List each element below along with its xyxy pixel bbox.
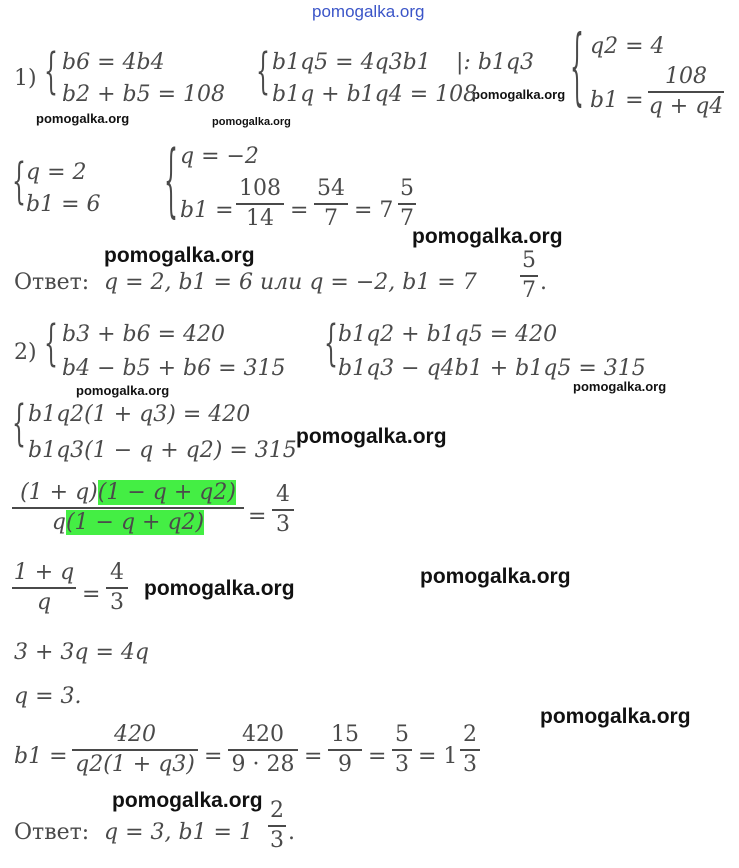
- fraction-numerator: 108: [665, 64, 707, 89]
- equals-sign: =: [82, 582, 101, 607]
- fraction-denominator: 9: [338, 751, 352, 777]
- equation-line: q2 = 4: [590, 34, 665, 59]
- fraction-denominator: 3: [110, 589, 124, 615]
- system-brace: {: [44, 45, 58, 101]
- fraction: [398, 178, 416, 230]
- fraction-numerator: 5: [400, 176, 414, 201]
- fraction-bar: [272, 509, 294, 511]
- fraction: [72, 724, 198, 776]
- fraction-bar: [106, 587, 128, 589]
- fraction-numerator: 2: [270, 798, 284, 823]
- fraction: [460, 724, 480, 776]
- system-brace: {: [44, 317, 58, 373]
- equation-line: b1q2(1 + q3) = 420: [28, 402, 251, 427]
- fraction-numerator: [20, 480, 236, 505]
- fraction-numerator: 4: [110, 560, 124, 585]
- equation-line: b6 = 4b4: [62, 50, 165, 75]
- answer-text: q = 2, b1 = 6 или q = −2, b1 = 7: [104, 270, 477, 295]
- system-brace: {: [324, 317, 338, 373]
- fraction-denominator: 3: [270, 827, 284, 853]
- highlighted-factor: (1 − q + q2): [65, 509, 205, 535]
- answer-text: q = 3, b1 = 1: [104, 820, 253, 845]
- fraction-bar: [392, 749, 412, 751]
- fraction-bar: [460, 749, 480, 751]
- answer-period: .: [540, 270, 547, 295]
- equation-line: q = 3.: [14, 684, 82, 709]
- fraction-denominator: 14: [246, 205, 274, 231]
- mixed-number-whole: = 1: [418, 744, 458, 769]
- equation-line: b1 =: [14, 744, 68, 769]
- fraction-numerator: 2: [463, 722, 477, 747]
- fraction-denominator: 3: [276, 511, 290, 537]
- equation-line: 3 + 3q = 4q: [14, 640, 149, 665]
- fraction-numerator: 108: [239, 176, 281, 201]
- equation-line: b1q3 − q4b1 + b1q5 = 315: [338, 356, 646, 381]
- fraction-bar: [268, 825, 286, 827]
- fraction-denominator: 7: [400, 205, 414, 231]
- equals-sign: =: [290, 198, 309, 223]
- fraction-bar: [314, 203, 348, 205]
- fraction-numerator: 5: [522, 248, 536, 273]
- system-brace: {: [256, 45, 270, 101]
- fraction-bar: [398, 203, 416, 205]
- fraction-denominator: 3: [463, 751, 477, 777]
- fraction: [12, 482, 244, 534]
- system-brace: {: [164, 138, 178, 229]
- fraction-denominator: q + q4: [648, 93, 724, 119]
- fraction: [272, 484, 294, 536]
- fraction: [236, 178, 284, 230]
- fraction: [648, 66, 724, 118]
- equation-line: b1 = 6: [26, 192, 101, 217]
- fraction-numerator: 4: [276, 482, 290, 507]
- watermark-top: pomogalka.org: [312, 2, 425, 21]
- fraction-numerator: 15: [331, 722, 359, 747]
- fraction-denominator: 9 · 28: [231, 751, 295, 777]
- denominator-part: q: [51, 509, 66, 535]
- watermark-large: pomogalka.org: [112, 789, 263, 812]
- equals-sign: =: [248, 504, 267, 529]
- equation-line: b1 =: [590, 88, 644, 113]
- fraction-denominator: q: [36, 589, 52, 615]
- fraction-denominator: [52, 510, 204, 535]
- fraction-numerator: 420: [114, 722, 156, 747]
- equation-line: b1 =: [180, 198, 234, 223]
- system-brace: {: [12, 397, 26, 453]
- fraction: [392, 724, 412, 776]
- fraction: [520, 250, 538, 302]
- fraction-numerator: 5: [395, 722, 409, 747]
- part1-label: 1): [14, 66, 37, 91]
- equals-sign: =: [204, 744, 223, 769]
- numerator-part: (1 + q): [20, 480, 98, 505]
- equals-sign: =: [368, 744, 387, 769]
- fraction-denominator: 3: [395, 751, 409, 777]
- mixed-number-whole: = 7: [354, 198, 394, 223]
- watermark-small: pomogalka.org: [212, 116, 291, 128]
- fraction-numerator: 420: [242, 722, 284, 747]
- fraction-numerator: 54: [317, 176, 345, 201]
- watermark-small: pomogalka.org: [472, 87, 566, 102]
- answer-label: Ответ:: [14, 820, 90, 845]
- equals-sign: =: [304, 744, 323, 769]
- watermark-large: pomogalka.org: [412, 225, 563, 248]
- watermark-large: pomogalka.org: [540, 705, 691, 728]
- system-brace: {: [570, 22, 584, 118]
- fraction-denominator: q2(1 + q3): [75, 751, 195, 777]
- answer-label: Ответ:: [14, 270, 90, 295]
- fraction-bar: [328, 749, 362, 751]
- watermark-small: pomogalka.org: [36, 111, 130, 126]
- equation-line: q = 2: [26, 160, 87, 185]
- fraction: [268, 800, 286, 852]
- watermark-large: pomogalka.org: [104, 244, 255, 267]
- fraction-bar: [72, 749, 198, 751]
- equation-line: b1q3(1 − q + q2) = 315: [28, 438, 297, 463]
- system-brace: {: [12, 155, 26, 211]
- equation-line: b3 + b6 = 420: [62, 322, 225, 347]
- fraction-denominator: 7: [324, 205, 338, 231]
- fraction: [314, 178, 348, 230]
- watermark-large: pomogalka.org: [420, 565, 571, 588]
- fraction-denominator: 7: [522, 277, 536, 303]
- answer-period: .: [288, 820, 295, 845]
- fraction-bar: [228, 749, 298, 751]
- highlighted-factor: (1 − q + q2): [97, 480, 236, 505]
- fraction-bar: [648, 91, 724, 93]
- watermark-small: pomogalka.org: [76, 383, 170, 398]
- equation-line: b1q + b1q4 = 108: [272, 82, 478, 107]
- watermark-large: pomogalka.org: [144, 577, 295, 600]
- fraction-numerator: 1 + q: [13, 560, 75, 585]
- division-note: |: b1q3: [456, 50, 534, 75]
- equation-line: q = −2: [180, 144, 259, 169]
- fraction: [328, 724, 362, 776]
- fraction-bar: [12, 507, 244, 509]
- equation-line: b1q2 + b1q5 = 420: [338, 322, 558, 347]
- part2-label: 2): [14, 340, 37, 365]
- fraction-bar: [12, 587, 76, 589]
- watermark-small: pomogalka.org: [573, 379, 667, 394]
- fraction-bar: [236, 203, 284, 205]
- watermark-large: pomogalka.org: [296, 425, 447, 448]
- fraction: [106, 562, 128, 614]
- equation-line: b1q5 = 4q3b1: [272, 50, 431, 75]
- equation-line: b4 − b5 + b6 = 315: [62, 356, 286, 381]
- fraction-bar: [520, 275, 538, 277]
- fraction: [228, 724, 298, 776]
- equation-line: b2 + b5 = 108: [62, 82, 225, 107]
- fraction: [12, 562, 76, 614]
